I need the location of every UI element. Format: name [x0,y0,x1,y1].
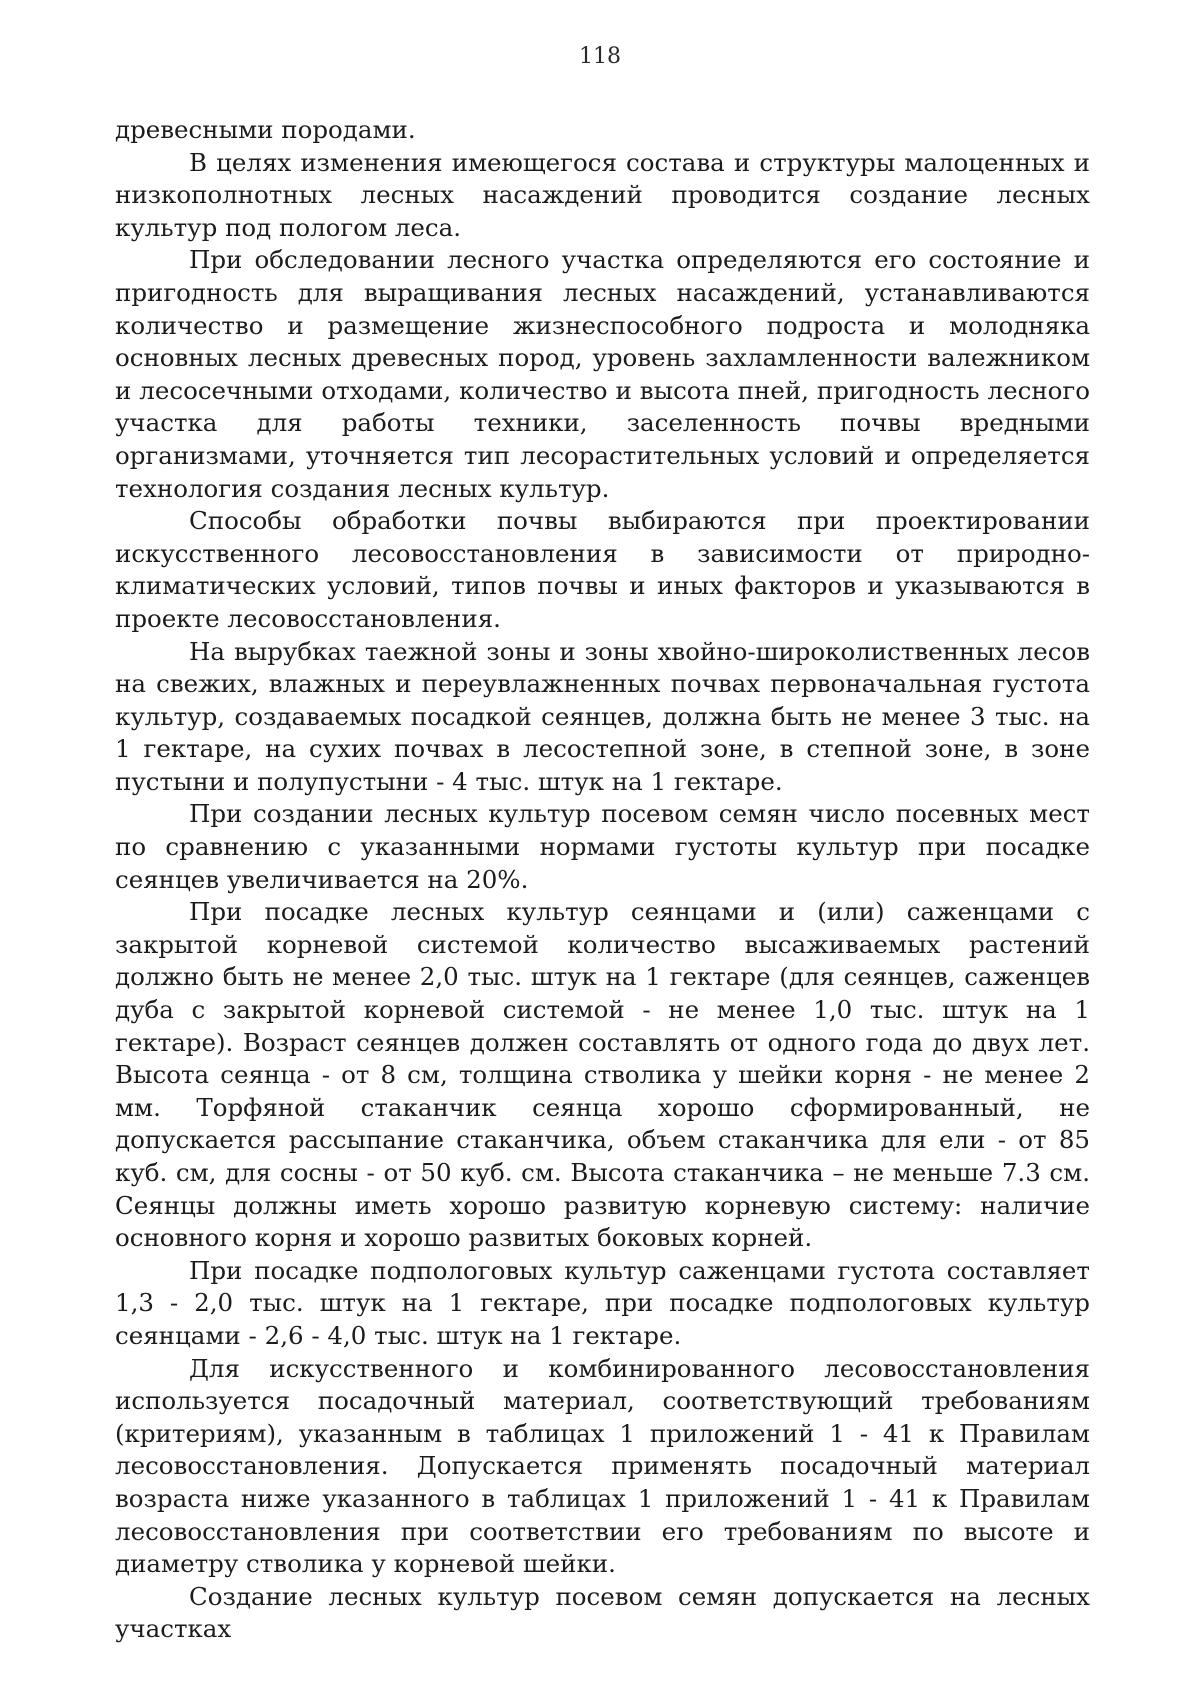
paragraph-closed-root-seedlings: При посадке лесных культур сеянцами и (или) саженцами с закрытой корневой системой количество высаживаемых растений должно быть не менее 2,0 тыс. штук на 1 гектаре (для сеянцев, саженцев дуба с закрытой корневой системой - не менее 1,0 тыс. штук на 1 гектаре). Возраст сеянцев должен составлять от одного года до двух лет. Высота сеянца - от 8 см, толщина стволика у шейки корня - не менее 2 мм. Торфяной стаканчик сеянца хорошо сформированный, не допускается рассыпание стаканчика, объем стаканчика для ели - от 85 куб. см, для сосны - от 50 куб. см. Высота стаканчика – не меньше 7.3 см. Сеянцы должны иметь хорошо развитую корневую систему: наличие основного корня и хорошо развитых боковых корней. [115,897,1090,1253]
paragraph-soil-treatment: Способы обработки почвы выбираются при проектировании искусственного лесовосстановления в зависимости от природно-климатических условий, типов почвы и иных факторов и указываются в проекте лесовосстановления. [115,506,1090,633]
paragraph-site-survey: При обследовании лесного участка определяются его состояние и пригодность для выращивания лесных насаждений, устанавливаются количество и размещение жизнеспособного подроста и молодняка основных лесных древесных пород, уровень захламленности валежником и лесосечными отходами, количество и высота пней, пригодность лесного участка для работы техники, заселенность почвы вредными организмами, уточняется тип лесорастительных условий и определяется технология создания лесных культур. [115,245,1090,503]
paragraph-forest-composition: В целях изменения имеющегося состава и структуры малоценных и низкополнотных лесных насаждений проводится создание лесных культур под пологом леса. [115,147,1090,242]
paragraph-planting-material: Для искусственного и комбинированного лесовосстановления используется посадочный материал, соответствующий требованиям (критериям), указанным в таблицах 1 приложений 1 - 41 к Правилам лесовосстановления. Допускается применять посадочный материал возраста ниже указанного в таблицах 1 приложений 1 - 41 к Правилам лесовосстановления при соответствии его требованиям по высоте и диаметру стволика у корневой шейки. [115,1353,1090,1579]
paragraph-continuation: древесными породами. [115,115,416,144]
paragraph-underplanting: При посадке подпологовых культур саженцами густота составляет 1,3 - 2,0 тыс. штук на 1 гектаре, при посадке подпологовых культур сеянцами - 2,6 - 4,0 тыс. штук на 1 гектаре. [115,1255,1090,1350]
page-number: 118 [579,44,621,69]
document-body [115,114,1090,1646]
paragraph-sowing-allowed: Создание лесных культур посевом семян допускается на лесных участках [115,1581,1090,1644]
paragraph-seed-sowing: При создании лесных культур посевом семян число посевных мест по сравнению с указанными нормами густоты культур при посадке сеянцев увеличивается на 20%. [115,799,1090,894]
paragraph-initial-density: На вырубках таежной зоны и зоны хвойно-широколиственных лесов на свежих, влажных и переувлажненных почвах первоначальная густота культур, создаваемых посадкой сеянцев, должна быть не менее 3 тыс. на 1 гектаре, на сухих почвах в лесостепной зоне, в степной зоне, в зоне пустыни и полупустыни - 4 тыс. штук на 1 гектаре. [115,636,1090,796]
